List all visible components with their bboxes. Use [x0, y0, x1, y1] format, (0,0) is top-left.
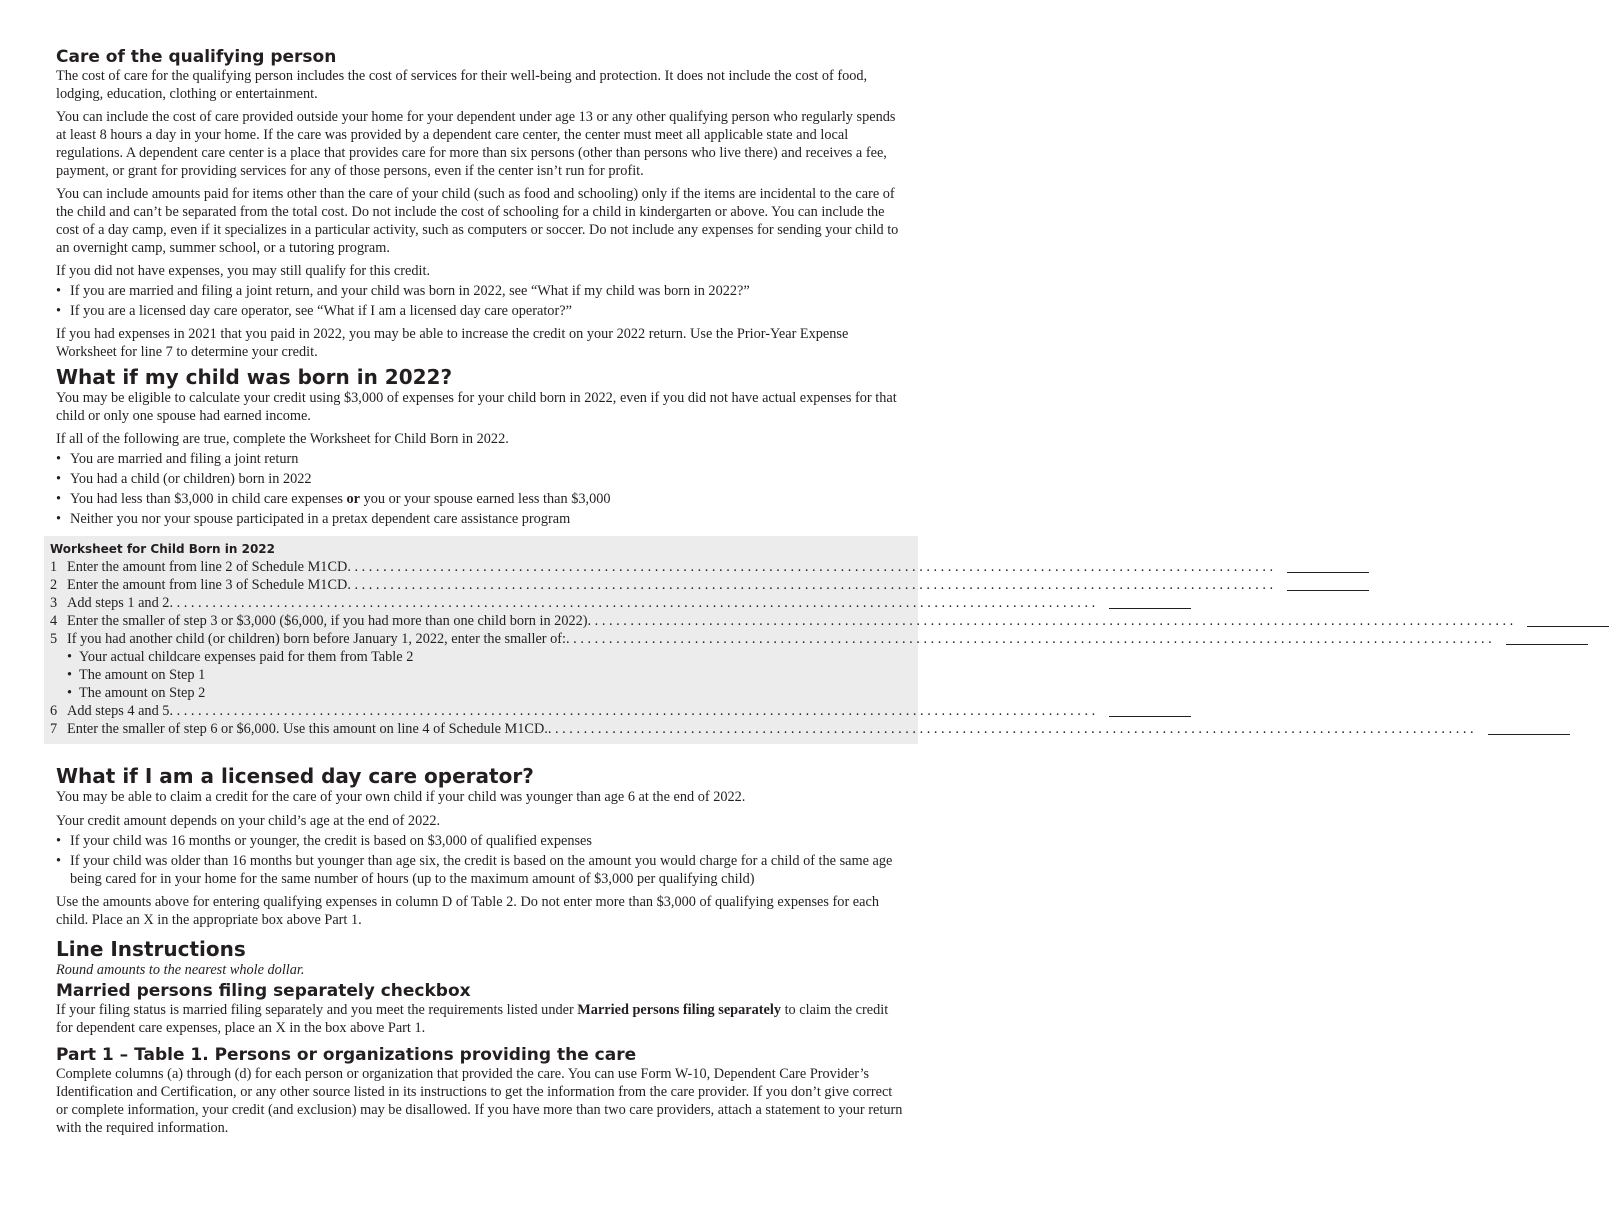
- worksheet-row: 7 Enter the smaller of step 6 or $6,000. Use this amount on line 4 of Schedule M1CD.. . . . . . . . . . . . . . . . . . . . . . . . . . . . . . . . . . . . . . . . . . . . . . . . . . . . . . . . . . . . . . . . . . . . . . . . . . . . . . . . . . . . . . . . . . . . . . . . . . . . . . . . . . . . . . . . . . . . . . . . . . . . . . . . . .: [50, 720, 906, 738]
- part1-heading: Part 1 – Table 1. Persons or organizations providing the care: [56, 1045, 637, 1065]
- step-5-input-line[interactable]: [1506, 632, 1588, 645]
- list-item: • If you are a licensed day care operator, see “What if I am a licensed day care operator?”: [56, 303, 572, 319]
- bullet-icon: •: [56, 471, 62, 487]
- daycare-paragraph-1: You may be able to claim a credit for the care of your own child if your child was younger than age 6 at the end of 2022.: [56, 789, 746, 805]
- list-item: • If your child was 16 months or younger, the credit is based on $3,000 of qualified expenses: [56, 833, 592, 849]
- care-paragraph-5: If you had expenses in 2021 that you paid in 2022, you may be able to increase the credit on your 2022 return. Use the Prior-Year Expense Worksheet for line 7 to determine your credit.: [56, 326, 849, 360]
- document-page: [50, 47, 1514, 1137]
- bullet-icon: •: [67, 685, 73, 701]
- born-paragraph-1: You may be eligible to calculate your credit using $3,000 of expenses for your child born in 2022, even if you did not have actual expenses for that child or only one spouse had earned income.: [56, 390, 897, 424]
- born-heading: What if my child was born in 2022?: [56, 365, 453, 389]
- step-3-input-line[interactable]: [1109, 596, 1191, 609]
- worksheet-row: 2 Enter the amount from line 3 of Schedule M1CD. . . . . . . . . . . . . . . . . . . . . . . . . . . . . . . . . . . . . . . . . . . . . . . . . . . . . . . . . . . . . . . . . . . . . . . . . . . . . . . . . . . . . . . . . . . . . . . . . . . . . . . . . . . . . . . . . . . . . . . . . . . . . . . . . .: [50, 576, 906, 594]
- list-item: • You had less than $3,000 in child care expenses or you or your spouse earned less than $3,000: [56, 491, 611, 507]
- bullet-icon: •: [56, 451, 62, 467]
- bullet-icon: •: [56, 511, 62, 527]
- bullet-icon: •: [56, 491, 62, 507]
- care-paragraph-3: You can include amounts paid for items other than the care of your child (such as food and schooling) only if the items are incidental to the care of the child and can’t be separated from the total cost. Do not include the cost of schooling for a child in kindergarten or above. You can include the cost of a day camp, even if it specializes in a particular activity, such as computers or soccer. Do not include any expenses for sending your child to an overnight camp, summer school, or a tutoring program.: [56, 186, 899, 256]
- step-1-input-line[interactable]: [1287, 560, 1369, 573]
- list-item: • Neither you nor your spouse participated in a pretax dependent care assistance program: [56, 511, 571, 527]
- bullet-icon: •: [56, 303, 62, 319]
- list-item: • You had a child (or children) born in 2022: [56, 471, 312, 487]
- worksheet-row: 4 Enter the smaller of step 3 or $3,000 ($6,000, if you had more than one child born in 2022). . . . . . . . . . . . . . . . . . . . . . . . . . . . . . . . . . . . . . . . . . . . . . . . . . . . . . . . . . . . . . . . . . . . . . . . . . . . . . . . . . . . . . . . . . . . . . . . . . . . . . . . . . . . . . . . . . . . . . . . . . . . . . . . . .: [50, 612, 906, 630]
- worksheet-row: 3 Add steps 1 and 2. . . . . . . . . . . . . . . . . . . . . . . . . . . . . . . . . . . . . . . . . . . . . . . . . . . . . . . . . . . . . . . . . . . . . . . . . . . . . . . . . . . . . . . . . . . . . . . . . . . . . . . . . . . . . . . . . . . . . . . . . . . . . . . . . .: [50, 594, 906, 612]
- list-item: • You are married and filing a joint return: [56, 451, 299, 467]
- worksheet-sub-item: • The amount on Step 1: [67, 667, 206, 683]
- daycare-heading: What if I am a licensed day care operator?: [56, 764, 534, 788]
- daycare-bullet-list: [56, 832, 906, 888]
- care-paragraph-4: If you did not have expenses, you may still qualify for this credit.: [56, 263, 431, 279]
- worksheet-child-born: [44, 536, 1514, 744]
- bullet-icon: •: [56, 853, 62, 869]
- list-item: • If your child was older than 16 months but younger than age six, the credit is based on the amount you would charge for a child of the same age being cared for in your home for the same number of hours (up to the maximum amount of $3,000 per qualifying child): [56, 853, 893, 887]
- bullet-icon: •: [56, 283, 62, 299]
- care-paragraph-2: You can include the cost of care provided outside your home for your dependent under age 13 or any other qualifying person who regularly spends at least 8 hours a day in your home. If the care was provided by a dependent care center, the center must meet all applicable state and local regulations. A dependent care center is a place that provides care for more than six persons (other than persons who live there) and receives a fee, payment, or grant for providing services for any of those persons, even if the center isn’t run for profit.: [56, 109, 896, 179]
- list-item: • If you are married and filing a joint return, and your child was born in 2022, see “What if my child was born in 2022?”: [56, 283, 750, 299]
- worksheet-sub-item: • Your actual childcare expenses paid for them from Table 2: [67, 649, 414, 665]
- step-2-input-line[interactable]: [1287, 578, 1369, 591]
- bullet-icon: •: [67, 649, 73, 665]
- part1-paragraph: Complete columns (a) through (d) for each person or organization that provided the care. You can use Form W-10, Dependent Care Provider’s Identification and Certification, or any other source listed in its instructions to get the information from the care provider. If you don’t give correct or complete information, your credit (and exclusion) may be disallowed. If you have more than two care providers, attach a statement to your return with the required information.: [56, 1066, 903, 1136]
- bullet-icon: •: [56, 833, 62, 849]
- round-note: Round amounts to the nearest whole dollar.: [56, 962, 305, 978]
- step-4-input-line[interactable]: [1527, 614, 1609, 627]
- care-heading: Care of the qualifying person: [56, 47, 337, 67]
- line-instructions-heading: Line Instructions: [56, 937, 246, 961]
- care-bullet-list: [56, 282, 906, 320]
- daycare-paragraph-3: Use the amounts above for entering qualifying expenses in column D of Table 2. Do not enter more than $3,000 of qualifying expenses for each child. Place an X in the appropriate box above Part 1.: [56, 894, 879, 928]
- worksheet-title: Worksheet for Child Born in 2022: [50, 542, 275, 556]
- care-paragraph-1: The cost of care for the qualifying person includes the cost of services for their well-being and protection. It does not include the cost of food, lodging, education, clothing or entertainment.: [56, 68, 868, 102]
- step-7-input-line[interactable]: [1488, 722, 1570, 735]
- daycare-paragraph-2: Your credit amount depends on your child’s age at the end of 2022.: [56, 813, 441, 829]
- mfs-paragraph: If your filing status is married filing separately and you meet the requirements listed under Married persons filing separately to claim the credit for dependent care expenses, place an X in the box above Part 1.: [56, 1002, 889, 1036]
- born-paragraph-2: If all of the following are true, complete the Worksheet for Child Born in 2022.: [56, 431, 509, 447]
- worksheet-sub-item: • The amount on Step 2: [67, 685, 206, 701]
- step-6-input-line[interactable]: [1109, 704, 1191, 717]
- mfs-heading: Married persons filing separately checkbox: [56, 981, 471, 1001]
- born-bullet-list: [56, 450, 906, 528]
- worksheet-row: 5 If you had another child (or children) born before January 1, 2022, enter the smaller of:. . . . . . . . . . . . . . . . . . . . . . . . . . . . . . . . . . . . . . . . . . . . . . . . . . . . . . . . . . . . . . . . . . . . . . . . . . . . . . . . . . . . . . . . . . . . . . . . . . . . . . . . . . . . . . . . . . . . . . . . . . . . . . . . . .: [50, 630, 906, 648]
- bullet-icon: •: [67, 667, 73, 683]
- worksheet-row: 1 Enter the amount from line 2 of Schedule M1CD. . . . . . . . . . . . . . . . . . . . . . . . . . . . . . . . . . . . . . . . . . . . . . . . . . . . . . . . . . . . . . . . . . . . . . . . . . . . . . . . . . . . . . . . . . . . . . . . . . . . . . . . . . . . . . . . . . . . . . . . . . . . . . . . . .: [50, 558, 906, 576]
- worksheet-row: 6 Add steps 4 and 5. . . . . . . . . . . . . . . . . . . . . . . . . . . . . . . . . . . . . . . . . . . . . . . . . . . . . . . . . . . . . . . . . . . . . . . . . . . . . . . . . . . . . . . . . . . . . . . . . . . . . . . . . . . . . . . . . . . . . . . . . . . . . . . . . .: [50, 702, 906, 720]
